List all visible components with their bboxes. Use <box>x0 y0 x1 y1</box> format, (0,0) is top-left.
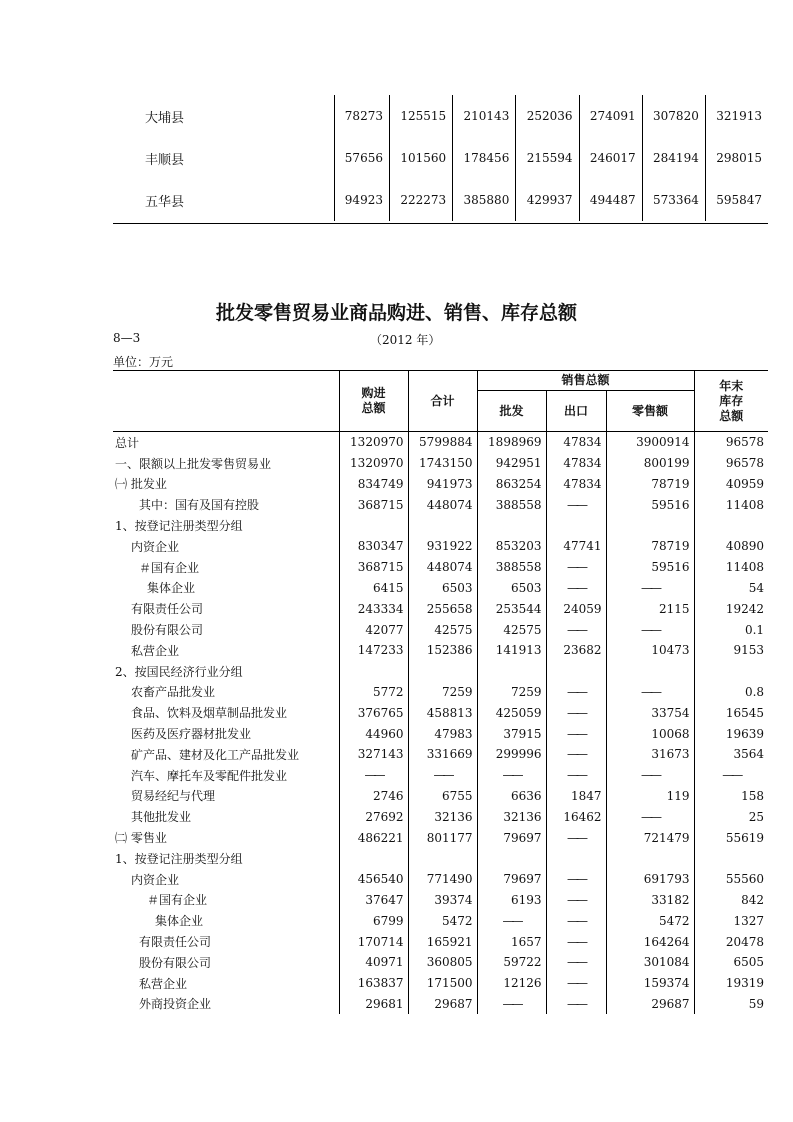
dash-cell: —— <box>546 973 606 994</box>
value-cell: 40971 <box>339 952 408 973</box>
value-cell: 6799 <box>339 910 408 931</box>
row-label: ＃国有企业 <box>147 893 208 908</box>
value-cell: 78719 <box>606 474 694 495</box>
value-cell: 368715 <box>339 494 408 515</box>
table-bottom-rule <box>113 223 768 224</box>
row-label: 矿产品、建材及化工产品批发业 <box>131 747 300 762</box>
table-row <box>113 598 768 619</box>
header-stock: 年末 库存 总额 <box>694 371 768 432</box>
row-label: 股份有限公司 <box>131 623 204 638</box>
dash-cell: —— <box>546 682 606 703</box>
header-retail: 零售额 <box>606 391 694 432</box>
dash-cell: —— <box>546 578 606 599</box>
value-cell: 59 <box>694 994 768 1015</box>
table-row <box>113 827 768 848</box>
value-cell: 44960 <box>339 723 408 744</box>
value-cell: 5472 <box>408 910 477 931</box>
value-cell: 170714 <box>339 931 408 952</box>
value-cell: 830347 <box>339 536 408 557</box>
value-cell: 458813 <box>408 702 477 723</box>
value-cell: 27692 <box>339 806 408 827</box>
dash-cell: —— <box>546 702 606 723</box>
row-label: 私营企业 <box>139 976 188 991</box>
value-cell: 23682 <box>546 640 606 661</box>
row-label: 股份有限公司 <box>139 955 212 970</box>
value-cell <box>477 848 546 869</box>
value-cell: 388558 <box>477 494 546 515</box>
value-cell: 299996 <box>477 744 546 765</box>
row-label: 食品、饮料及烟草制品批发业 <box>131 706 288 721</box>
value-cell: 6193 <box>477 890 546 911</box>
dash-cell: —— <box>606 682 694 703</box>
value-cell: 163837 <box>339 973 408 994</box>
value-cell: 39374 <box>408 890 477 911</box>
row-label: 有限责任公司 <box>131 602 204 617</box>
value-cell: 448074 <box>408 494 477 515</box>
page-title: 批发零售贸易业商品购进、销售、库存总额 <box>215 302 577 324</box>
value-cell: 11408 <box>694 494 768 515</box>
value-cell: 842 <box>694 890 768 911</box>
value-cell <box>606 848 694 869</box>
table-row <box>113 640 768 661</box>
value-cell: 6755 <box>408 786 477 807</box>
county-value: 57656 <box>335 137 390 179</box>
value-cell: 10473 <box>606 640 694 661</box>
county-name: 五华县 <box>145 194 185 210</box>
value-cell: 0.8 <box>694 682 768 703</box>
value-cell <box>339 848 408 869</box>
value-cell: 78719 <box>606 536 694 557</box>
value-cell: 1327 <box>694 910 768 931</box>
value-cell: 33754 <box>606 702 694 723</box>
county-value: 94923 <box>335 179 390 221</box>
value-cell: 6415 <box>339 578 408 599</box>
value-cell: 42575 <box>477 619 546 640</box>
row-label: 集体企业 <box>155 914 204 929</box>
value-cell: 31673 <box>606 744 694 765</box>
value-cell: 941973 <box>408 474 477 495</box>
county-value: 178456 <box>453 137 516 179</box>
value-cell: 425059 <box>477 702 546 723</box>
value-cell: 7259 <box>408 682 477 703</box>
value-cell: 16462 <box>546 806 606 827</box>
value-cell: 800199 <box>606 453 694 474</box>
dash-cell: —— <box>546 723 606 744</box>
value-cell: 54 <box>694 578 768 599</box>
header-export: 出口 <box>546 391 606 432</box>
value-cell: 19242 <box>694 598 768 619</box>
value-cell: 331669 <box>408 744 477 765</box>
table-year: （2012 年） <box>370 333 441 347</box>
value-cell: 10068 <box>606 723 694 744</box>
value-cell <box>606 661 694 682</box>
dash-cell: —— <box>694 765 768 786</box>
county-value: 385880 <box>453 179 516 221</box>
table-row <box>113 786 768 807</box>
value-cell: 1743150 <box>408 453 477 474</box>
table-row <box>113 578 768 599</box>
value-cell: 165921 <box>408 931 477 952</box>
county-value: 222273 <box>389 179 452 221</box>
continued-table <box>113 95 768 221</box>
value-cell: 24059 <box>546 598 606 619</box>
value-cell: 171500 <box>408 973 477 994</box>
value-cell: 19639 <box>694 723 768 744</box>
row-label: 有限责任公司 <box>139 935 212 950</box>
table-row <box>113 536 768 557</box>
dash-cell: —— <box>339 765 408 786</box>
dash-cell: —— <box>477 994 546 1015</box>
value-cell: 721479 <box>606 827 694 848</box>
value-cell: 2746 <box>339 786 408 807</box>
row-label: 其中：国有及国有控股 <box>139 498 260 513</box>
table-row <box>113 474 768 495</box>
county-value: 321913 <box>705 95 768 137</box>
dash-cell: —— <box>546 994 606 1015</box>
value-cell: 5772 <box>339 682 408 703</box>
row-label: 一、限额以上批发零售贸易业 <box>115 456 272 471</box>
row-label: 私营企业 <box>131 643 180 658</box>
value-cell: 388558 <box>477 557 546 578</box>
county-value: 429937 <box>516 179 579 221</box>
value-cell: 456540 <box>339 869 408 890</box>
table-row <box>113 557 768 578</box>
table-row <box>113 952 768 973</box>
table-row <box>113 515 768 536</box>
value-cell: 147233 <box>339 640 408 661</box>
table-row <box>113 682 768 703</box>
county-value: 210143 <box>453 95 516 137</box>
county-value: 298015 <box>705 137 768 179</box>
county-value: 101560 <box>389 137 452 179</box>
county-row <box>113 95 768 137</box>
value-cell: 486221 <box>339 827 408 848</box>
value-cell: 243334 <box>339 598 408 619</box>
header-sales-group: 销售总额 <box>477 371 694 391</box>
table-row <box>113 848 768 869</box>
value-cell: 59516 <box>606 557 694 578</box>
value-cell <box>477 661 546 682</box>
row-label: 内资企业 <box>131 539 180 554</box>
county-name: 丰顺县 <box>145 152 185 168</box>
value-cell: 691793 <box>606 869 694 890</box>
value-cell: 6505 <box>694 952 768 973</box>
dash-cell: —— <box>606 765 694 786</box>
dash-cell: —— <box>546 910 606 931</box>
table-row <box>113 806 768 827</box>
trade-table <box>113 370 768 1014</box>
county-value: 284194 <box>642 137 705 179</box>
county-value: 215594 <box>516 137 579 179</box>
value-cell: 25 <box>694 806 768 827</box>
value-cell: 79697 <box>477 869 546 890</box>
county-name: 大埔县 <box>145 110 185 126</box>
dash-cell: —— <box>546 931 606 952</box>
value-cell: 33182 <box>606 890 694 911</box>
dash-cell: —— <box>606 578 694 599</box>
dash-cell: —— <box>546 952 606 973</box>
value-cell: 0.1 <box>694 619 768 640</box>
value-cell: 3900914 <box>606 432 694 453</box>
value-cell: 55619 <box>694 827 768 848</box>
table-row <box>113 910 768 931</box>
dash-cell: —— <box>606 806 694 827</box>
table-row <box>113 765 768 786</box>
value-cell: 29681 <box>339 994 408 1015</box>
value-cell: 20478 <box>694 931 768 952</box>
county-value: 246017 <box>579 137 642 179</box>
county-value: 573364 <box>642 179 705 221</box>
table-row <box>113 869 768 890</box>
row-label: ㈡ 零售业 <box>115 831 167 846</box>
row-label: 集体企业 <box>147 581 196 596</box>
dash-cell: —— <box>546 619 606 640</box>
value-cell: 29687 <box>606 994 694 1015</box>
value-cell: 40959 <box>694 474 768 495</box>
value-cell <box>694 661 768 682</box>
dash-cell: —— <box>546 744 606 765</box>
county-value: 494487 <box>579 179 642 221</box>
value-cell: 32136 <box>408 806 477 827</box>
value-cell: 59516 <box>606 494 694 515</box>
row-label: 贸易经纪与代理 <box>131 789 216 804</box>
table-row <box>113 723 768 744</box>
row-label: 汽车、摩托车及零配件批发业 <box>131 768 288 783</box>
table-number: 8—3 <box>113 331 141 345</box>
value-cell <box>408 515 477 536</box>
value-cell: 55560 <box>694 869 768 890</box>
value-cell: 1320970 <box>339 453 408 474</box>
table-row <box>113 619 768 640</box>
value-cell: 255658 <box>408 598 477 619</box>
value-cell: 5472 <box>606 910 694 931</box>
value-cell: 834749 <box>339 474 408 495</box>
header-total: 合计 <box>408 371 477 432</box>
value-cell: 96578 <box>694 453 768 474</box>
value-cell: 1847 <box>546 786 606 807</box>
value-cell: 47834 <box>546 474 606 495</box>
county-value: 78273 <box>335 95 390 137</box>
row-label: ＃国有企业 <box>139 560 200 575</box>
value-cell: 119 <box>606 786 694 807</box>
county-value: 252036 <box>516 95 579 137</box>
value-cell <box>339 515 408 536</box>
row-label: 农畜产品批发业 <box>131 685 216 700</box>
value-cell <box>339 661 408 682</box>
table-row <box>113 931 768 952</box>
value-cell: 16545 <box>694 702 768 723</box>
value-cell <box>546 661 606 682</box>
value-cell: 42575 <box>408 619 477 640</box>
value-cell: 7259 <box>477 682 546 703</box>
row-label: 1、按登记注册类型分组 <box>115 851 243 866</box>
table-row <box>113 973 768 994</box>
header-item <box>113 371 339 432</box>
value-cell: 47741 <box>546 536 606 557</box>
county-value: 125515 <box>389 95 452 137</box>
row-label: 总计 <box>113 432 339 453</box>
header-wholesale: 批发 <box>477 391 546 432</box>
value-cell: 37647 <box>339 890 408 911</box>
value-cell: 37915 <box>477 723 546 744</box>
value-cell: 47983 <box>408 723 477 744</box>
table-row <box>113 432 768 453</box>
value-cell: 19319 <box>694 973 768 994</box>
value-cell: 2115 <box>606 598 694 619</box>
row-label: 2、按国民经济行业分组 <box>115 664 243 679</box>
value-cell: 9153 <box>694 640 768 661</box>
value-cell: 376765 <box>339 702 408 723</box>
county-value: 307820 <box>642 95 705 137</box>
value-cell: 6503 <box>477 578 546 599</box>
county-value: 595847 <box>705 179 768 221</box>
row-label: 内资企业 <box>131 872 180 887</box>
value-cell <box>546 515 606 536</box>
value-cell: 6503 <box>408 578 477 599</box>
dash-cell: —— <box>546 827 606 848</box>
value-cell: 1657 <box>477 931 546 952</box>
row-label: ㈠ 批发业 <box>115 477 167 492</box>
dash-cell: —— <box>477 765 546 786</box>
header-purchase: 购进 总额 <box>339 371 408 432</box>
value-cell <box>606 515 694 536</box>
value-cell: 301084 <box>606 952 694 973</box>
value-cell: 771490 <box>408 869 477 890</box>
value-cell: 29687 <box>408 994 477 1015</box>
value-cell: 141913 <box>477 640 546 661</box>
value-cell: 42077 <box>339 619 408 640</box>
value-cell: 152386 <box>408 640 477 661</box>
table-row <box>113 453 768 474</box>
value-cell: 11408 <box>694 557 768 578</box>
value-cell: 79697 <box>477 827 546 848</box>
value-cell <box>546 848 606 869</box>
value-cell: 47834 <box>546 453 606 474</box>
table-row <box>113 494 768 515</box>
value-cell: 5799884 <box>408 432 477 453</box>
row-label: 医药及医疗器材批发业 <box>131 727 252 742</box>
value-cell: 32136 <box>477 806 546 827</box>
dash-cell: —— <box>546 869 606 890</box>
table-row <box>113 702 768 723</box>
value-cell <box>408 848 477 869</box>
value-cell: 448074 <box>408 557 477 578</box>
county-row <box>113 179 768 221</box>
value-cell: 1320970 <box>339 432 408 453</box>
unit-label: 单位：万元 <box>113 355 174 369</box>
value-cell: 159374 <box>606 973 694 994</box>
table-row <box>113 744 768 765</box>
value-cell: 853203 <box>477 536 546 557</box>
dash-cell: —— <box>546 494 606 515</box>
value-cell: 164264 <box>606 931 694 952</box>
dash-cell: —— <box>408 765 477 786</box>
value-cell: 59722 <box>477 952 546 973</box>
value-cell: 931922 <box>408 536 477 557</box>
value-cell: 3564 <box>694 744 768 765</box>
value-cell: 942951 <box>477 453 546 474</box>
value-cell <box>694 515 768 536</box>
dash-cell: —— <box>546 765 606 786</box>
row-label: 外商投资企业 <box>139 997 212 1012</box>
value-cell: 96578 <box>694 432 768 453</box>
row-label: 1、按登记注册类型分组 <box>115 519 243 534</box>
county-value: 274091 <box>579 95 642 137</box>
value-cell: 801177 <box>408 827 477 848</box>
value-cell: 368715 <box>339 557 408 578</box>
value-cell: 327143 <box>339 744 408 765</box>
table-row <box>113 994 768 1015</box>
dash-cell: —— <box>546 557 606 578</box>
value-cell: 12126 <box>477 973 546 994</box>
value-cell <box>408 661 477 682</box>
value-cell: 158 <box>694 786 768 807</box>
value-cell: 6636 <box>477 786 546 807</box>
value-cell: 40890 <box>694 536 768 557</box>
row-label: 其他批发业 <box>131 810 192 825</box>
value-cell: 1898969 <box>477 432 546 453</box>
value-cell <box>477 515 546 536</box>
value-cell: 47834 <box>546 432 606 453</box>
dash-cell: —— <box>606 619 694 640</box>
table-row <box>113 661 768 682</box>
value-cell: 253544 <box>477 598 546 619</box>
dash-cell: —— <box>477 910 546 931</box>
value-cell: 863254 <box>477 474 546 495</box>
value-cell: 360805 <box>408 952 477 973</box>
dash-cell: —— <box>546 890 606 911</box>
county-row <box>113 137 768 179</box>
table-row <box>113 890 768 911</box>
value-cell <box>694 848 768 869</box>
